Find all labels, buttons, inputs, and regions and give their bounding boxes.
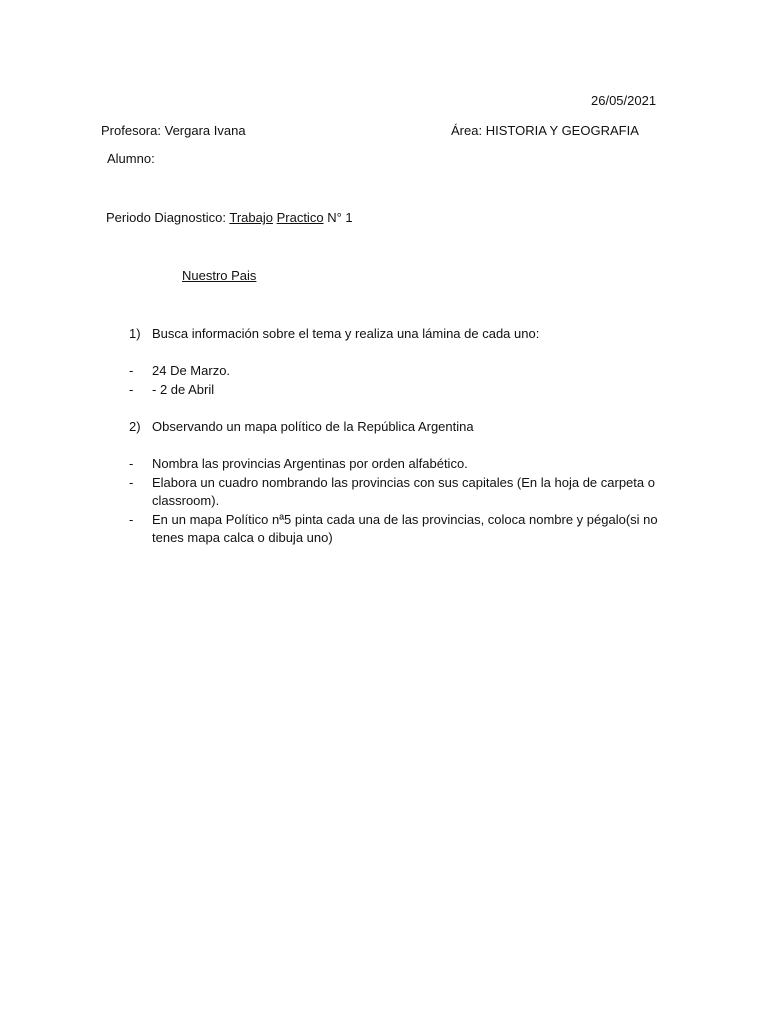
item-2-bullet-2-cont: classroom). bbox=[152, 493, 220, 508]
item-2-bullet-1: Nombra las provincias Argentinas por orden alfabético. bbox=[152, 456, 468, 471]
area-value: HISTORIA Y GEOGRAFIA bbox=[485, 123, 639, 138]
teacher-name: Vergara Ivana bbox=[164, 123, 246, 138]
item-2-bullet-3-cont: tenes mapa calca o dibuja uno) bbox=[152, 530, 333, 545]
bullet-symbol: - bbox=[129, 512, 134, 527]
assignment-number: N° 1 bbox=[327, 210, 353, 225]
date: 26/05/2021 bbox=[591, 93, 657, 108]
bullet-symbol: - bbox=[129, 475, 134, 490]
bullet-symbol: - bbox=[129, 456, 134, 471]
item-2-bullet-3: En un mapa Político nª5 pinta cada una de las provincias, coloca nombre y pégalo(si no bbox=[152, 512, 658, 527]
item-1-bullet-2: - 2 de Abril bbox=[152, 382, 215, 397]
subtitle: Nuestro Pais bbox=[182, 268, 257, 283]
item-2-bullet-2: Elabora un cuadro nombrando las provincias con sus capitales (En la hoja de carpeta o bbox=[152, 475, 655, 490]
bullet-symbol: - bbox=[129, 363, 134, 378]
word-trabajo: Trabajo bbox=[229, 210, 273, 225]
item-1-text: Busca información sobre el tema y realiza una lámina de cada uno: bbox=[152, 326, 540, 341]
teacher-line bbox=[101, 122, 246, 140]
item-2-text: Observando un mapa político de la República Argentina bbox=[152, 419, 474, 434]
word-practico: Practico bbox=[276, 210, 324, 225]
bullet-symbol: - bbox=[129, 382, 134, 397]
period-prefix: Periodo Diagnostico: bbox=[106, 210, 226, 225]
item-2-number: 2) bbox=[129, 419, 141, 434]
assignment-title bbox=[106, 209, 353, 227]
student-label: Alumno: bbox=[107, 151, 155, 166]
item-1-number: 1) bbox=[129, 326, 141, 341]
teacher-label: Profesora: bbox=[101, 123, 161, 138]
area-line bbox=[451, 122, 639, 140]
item-1-bullet-1: 24 De Marzo. bbox=[152, 363, 231, 378]
area-label: Área: bbox=[451, 123, 483, 138]
